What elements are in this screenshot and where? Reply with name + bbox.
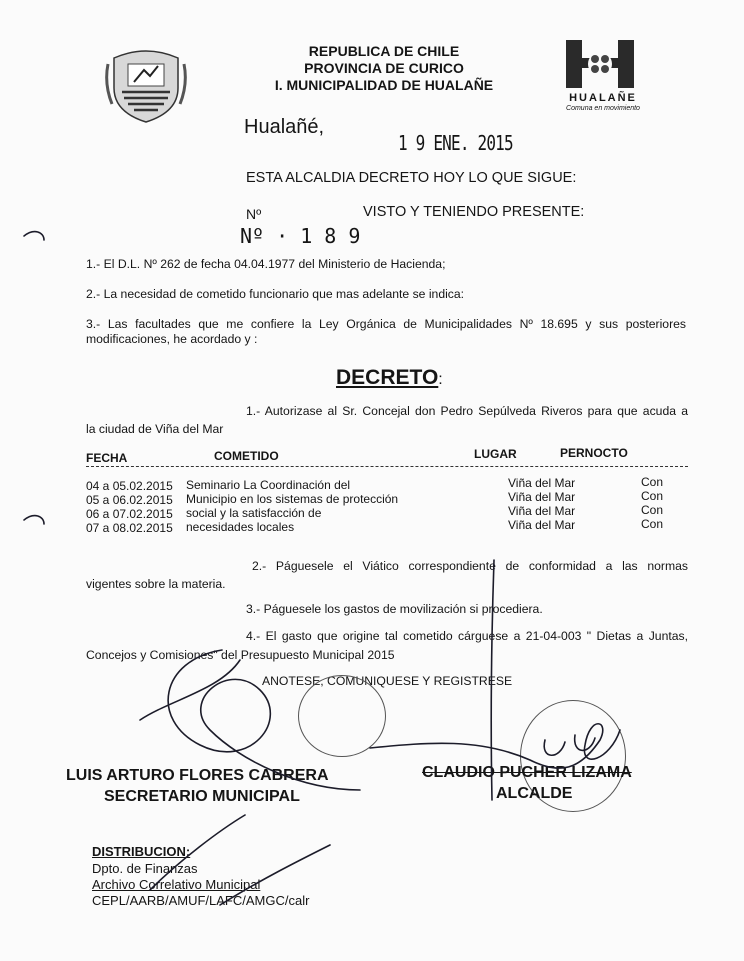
- row-fecha: 04 a 05.02.2015: [86, 479, 173, 493]
- date-stamp: 1 9 ENE. 2015: [398, 131, 513, 155]
- place: Hualañé,: [244, 116, 325, 138]
- col-lugar: LUGAR: [474, 447, 517, 461]
- alcalde-name: CLAUDIO PUCHER LIZAMA: [422, 764, 632, 781]
- hualane-logo: [562, 38, 638, 90]
- item3: 3.- Páguesele los gastos de movilización si procediera.: [246, 602, 543, 616]
- distribucion-line: Archivo Correlativo Municipal: [92, 877, 261, 892]
- row-cometido: social y la satisfacción de: [186, 506, 322, 520]
- decreto-colon: :: [438, 371, 443, 388]
- col-cometido: COMETIDO: [214, 449, 279, 463]
- item1-line1: 1.- Autorizase al Sr. Concejal don Pedro Sepúlveda Riveros para que acuda a: [246, 404, 688, 418]
- decreto-title-text: DECRETO: [336, 366, 439, 389]
- decreto-title: [336, 366, 443, 390]
- col-pernocto: PERNOCTO: [560, 446, 628, 460]
- row-lugar: Viña del Mar: [508, 518, 576, 532]
- row-lugar: Viña del Mar: [508, 476, 576, 490]
- header-provincia: PROVINCIA DE CURICO: [304, 60, 464, 76]
- secretario-name: LUIS ARTURO FLORES CABRERA: [66, 767, 329, 784]
- visto-heading: VISTO Y TENIENDO PRESENTE:: [363, 204, 585, 220]
- row-pernocto: Con: [641, 489, 664, 503]
- distribucion-line: Dpto. de Finanzas: [92, 861, 198, 876]
- item1-line2: la ciudad de Viña del Mar: [86, 422, 224, 436]
- row-lugar: Viña del Mar: [508, 490, 576, 504]
- considerando-2: 2.- La necesidad de cometido funcionario que mas adelante se indica:: [86, 287, 465, 301]
- distribucion-title: DISTRIBUCION:: [92, 844, 191, 859]
- table-rule: [86, 466, 688, 467]
- row-cometido: necesidades locales: [186, 520, 295, 534]
- margin-hole-1: [24, 232, 44, 240]
- row-pernocto: Con: [641, 503, 664, 517]
- number-label: Nº: [246, 206, 262, 222]
- item4-line2: Concejos y Comisiones" del Presupuesto Municipal 2015: [86, 648, 395, 662]
- header-republica: REPUBLICA DE CHILE: [308, 43, 460, 59]
- item4-line1: 4.- El gasto que origine tal cometido cárguese a 21-04-003 " Dietas a Juntas,: [246, 629, 688, 643]
- alcalde-title: ALCALDE: [496, 785, 573, 802]
- header-municipalidad: I. MUNICIPALIDAD DE HUALAÑE: [274, 77, 494, 93]
- row-pernocto: Con: [641, 475, 664, 489]
- considerando-3: 3.- Las facultades que me confiere la Ley Orgánica de Municipalidades Nº 18.695 y sus posteriores: [86, 317, 686, 331]
- row-pernocto: Con: [641, 517, 664, 531]
- row-lugar: Viña del Mar: [508, 504, 576, 518]
- secretario-signature-tail: [140, 660, 240, 720]
- secretario-title: SECRETARIO MUNICIPAL: [104, 788, 300, 805]
- decree-number-stamp: Nº · 1 8 9: [240, 224, 361, 248]
- secretaria-seal: [298, 675, 386, 757]
- closing-formula: ANOTESE, COMUNIQUESE Y REGISTRESE: [262, 674, 513, 688]
- logo-name: HUALAÑE: [569, 92, 637, 104]
- distribucion-line: CEPL/AARB/AMUF/LAFC/AMGC/calr: [92, 893, 310, 908]
- item2-line1: 2.- Páguesele el Viático correspondiente de conformidad a las normas: [252, 559, 688, 573]
- considerando-1: 1.- El D.L. Nº 262 de fecha 04.04.1977 del Ministerio de Hacienda;: [86, 257, 446, 271]
- margin-hole-2: [24, 516, 44, 524]
- col-fecha: FECHA: [86, 451, 128, 465]
- logo-tagline: Comuna en movimiento: [566, 105, 640, 112]
- row-cometido: Municipio en los sistemas de protección: [186, 492, 399, 506]
- considerando-3-cont: modificaciones, he acordado y :: [86, 332, 258, 346]
- item2-line2: vigentes sobre la materia.: [86, 577, 226, 591]
- row-fecha: 06 a 07.02.2015: [86, 507, 173, 521]
- row-cometido: Seminario La Coordinación del: [186, 478, 351, 492]
- municipal-crest: [104, 44, 188, 124]
- declaration: ESTA ALCALDIA DECRETO HOY LO QUE SIGUE:: [246, 170, 577, 186]
- row-fecha: 05 a 06.02.2015: [86, 493, 173, 507]
- row-fecha: 07 a 08.02.2015: [86, 521, 173, 535]
